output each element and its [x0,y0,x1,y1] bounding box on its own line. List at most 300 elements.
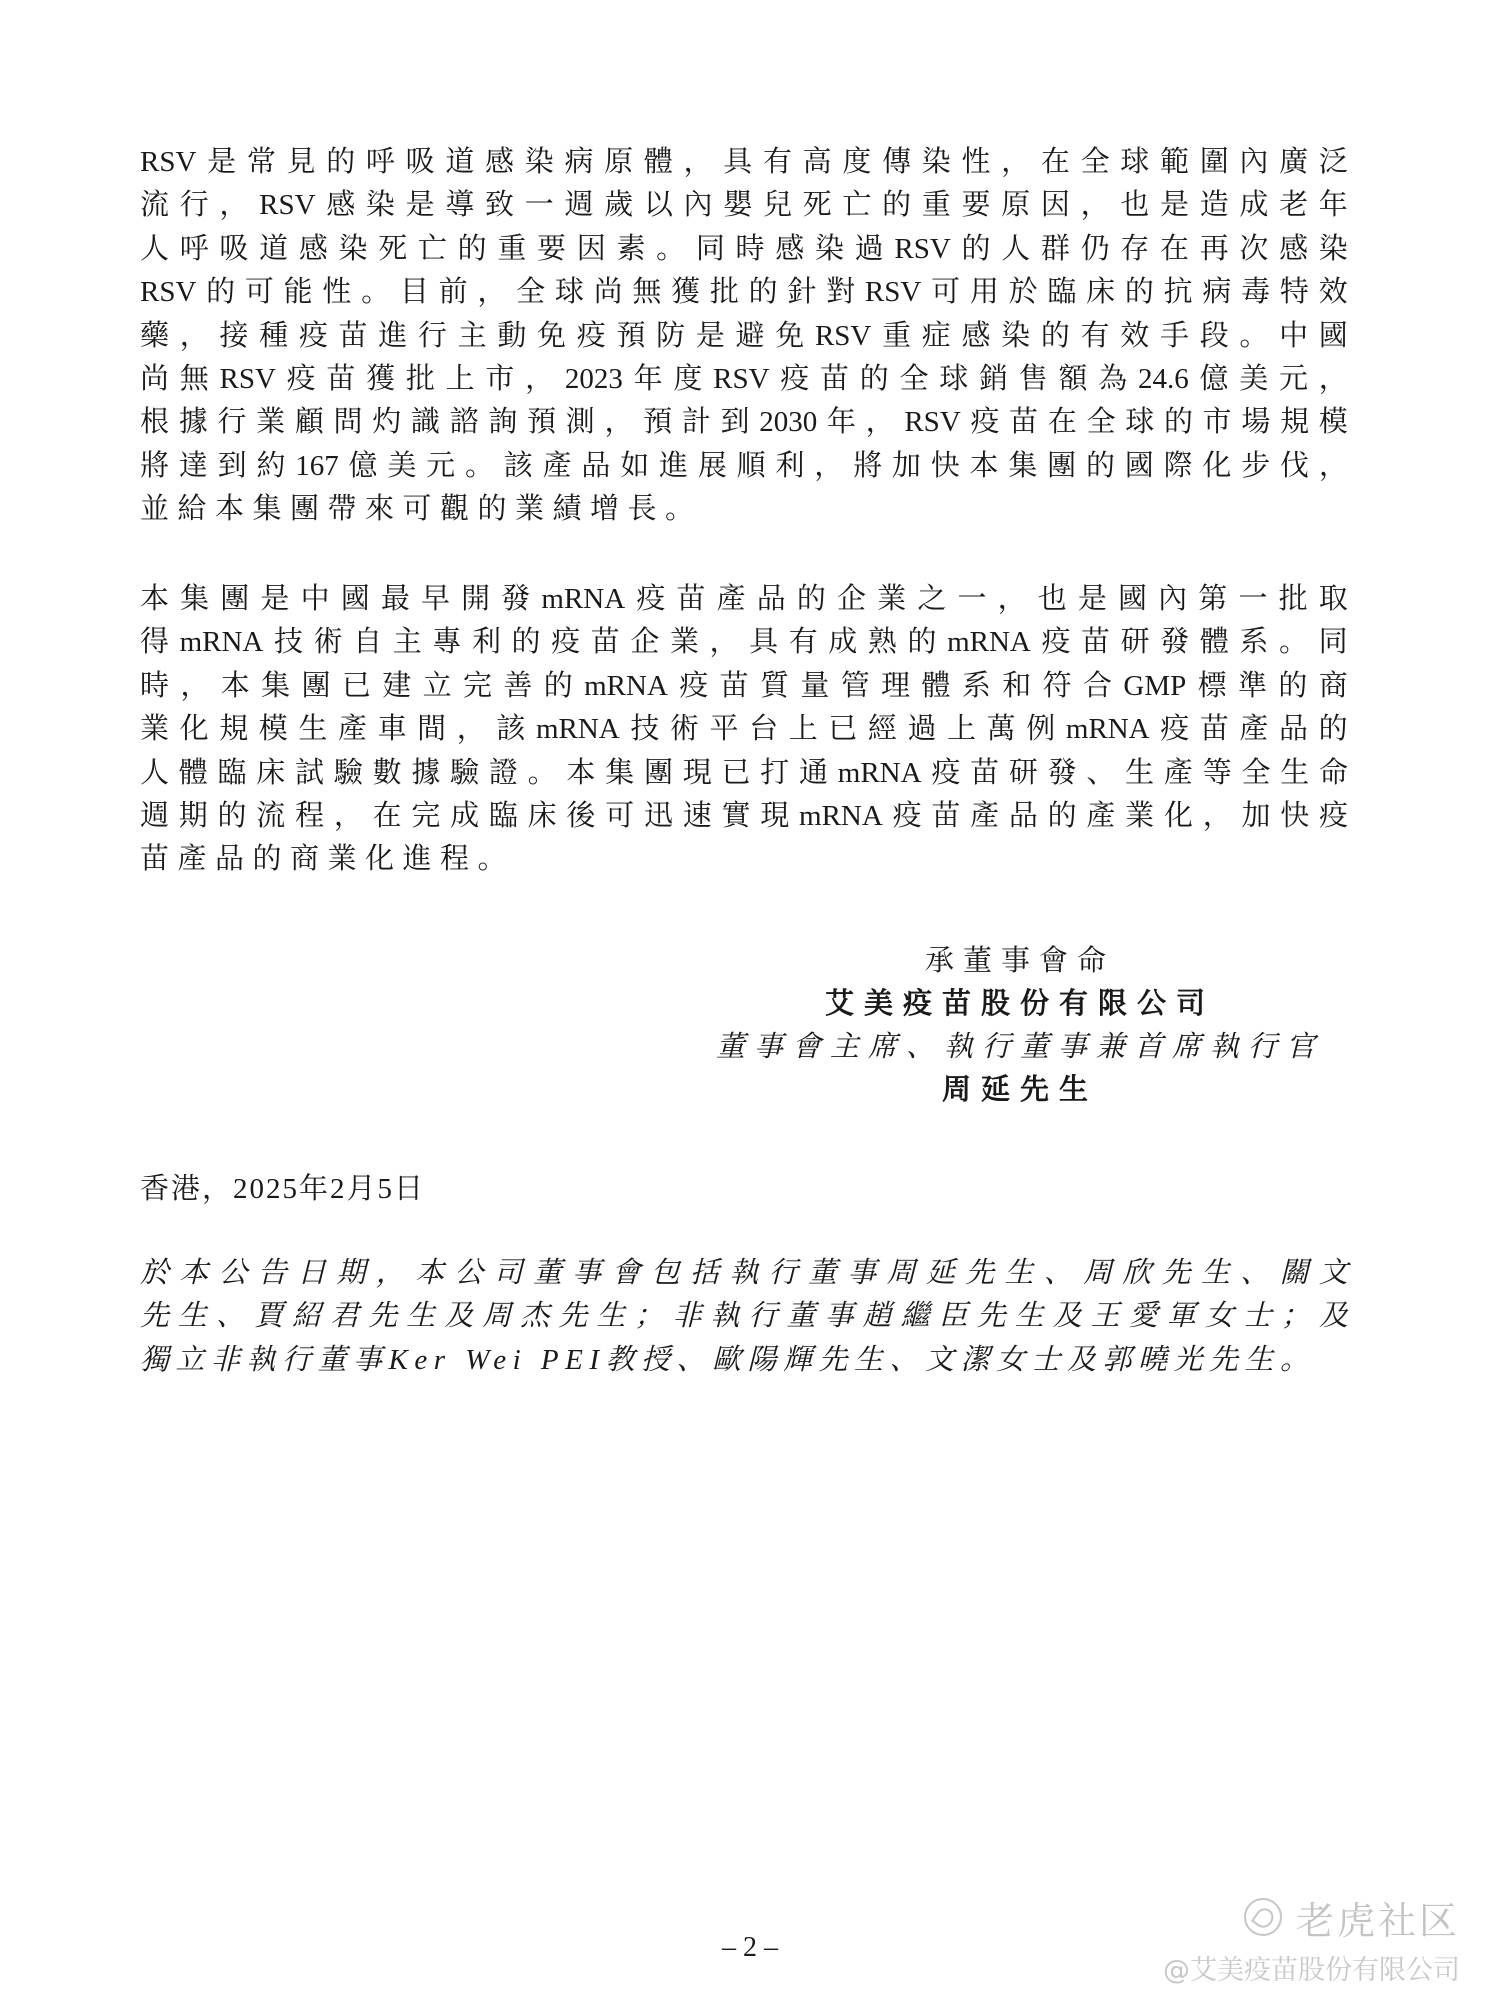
glyph: 有 [762,146,792,178]
glyph: 管 [840,669,870,702]
glyph: 的 [1124,276,1154,309]
tiger-community-logo-icon [1244,1898,1282,1936]
glyph: 場 [1241,406,1271,439]
glyph: 上 [445,362,475,395]
watermark [1160,1893,1460,1993]
glyph: 先 [368,1300,398,1333]
glyph: 第 [1198,583,1228,615]
glyph: 先 [965,1257,995,1289]
glyph: mRNA [535,713,620,746]
glyph: 疫 [636,583,666,615]
glyph: 仍 [1080,232,1110,265]
glyph: GMP [1123,669,1187,702]
glyph: 紹 [292,1300,322,1333]
glyph: 台 [749,713,779,746]
glyph: 利 [471,626,501,659]
paragraph-mrna-platform [140,578,1348,882]
glyph: 原 [604,146,634,178]
glyph: 症 [921,319,951,352]
glyph: 行 [417,319,447,352]
signature-title: 董事會主席、執行董事兼首席執行官 [715,1031,1324,1063]
glyph: 也 [1037,583,1067,615]
glyph: 自 [353,626,383,659]
glyph: 。 [464,449,494,482]
glyph: 同 [695,232,725,265]
glyph: 產 [1163,756,1193,789]
glyph: 全 [1241,756,1271,789]
glyph: 文 [1318,1257,1348,1289]
glyph: 量 [800,669,830,702]
glyph: 已 [828,713,858,746]
glyph: 及 [1052,1300,1082,1333]
glyph: 括 [690,1257,720,1289]
signature-block [700,940,1340,1112]
glyph: 167 [295,449,339,482]
glyph: 快 [1280,799,1310,832]
glyph: 時 [735,232,765,265]
glyph: 集 [180,583,210,615]
glyph: 在 [1159,232,1189,265]
glyph: 董 [786,1300,816,1333]
glyph: 要 [961,189,991,222]
glyph: 體 [643,146,673,178]
glyph: 業 [877,583,907,615]
glyph: 符 [1042,669,1072,702]
glyph: 苗 [590,626,620,659]
glyph: 苗 [1081,626,1111,659]
glyph: 和 [1002,669,1032,702]
glyph: 染 [338,232,368,265]
glyph: ； [1280,1300,1310,1333]
glyph: 疫 [679,669,709,702]
paragraph-line [140,795,1348,838]
glyph: 疫 [780,362,810,395]
paragraph-line [140,271,1348,314]
glyph: 質 [760,669,790,702]
paragraph-line [140,752,1348,795]
glyph: 準 [1238,669,1268,702]
glyph: 體 [1199,626,1229,659]
glyph: 批 [709,276,739,309]
glyph: 2030 [759,406,818,439]
glyph: 週 [140,799,170,832]
glyph: 約 [256,449,286,482]
glyph: 開 [461,583,491,615]
glyph: 集 [1008,449,1038,482]
glyph: 苗 [1199,713,1229,746]
glyph: 度 [842,146,872,178]
glyph: 群 [1040,232,1070,265]
glyph: 中 [300,583,330,615]
glyph: 週 [564,189,594,222]
glyph: 關 [1279,1257,1309,1289]
date-line: 香港，2025年2月5日 [140,1173,426,1205]
glyph: 王 [1090,1300,1120,1333]
glyph: 、 [1240,1257,1270,1289]
glyph: 集 [261,669,291,702]
glyph: 見 [286,146,316,178]
glyph: 會 [611,1257,641,1289]
glyph: 行 [748,1300,778,1333]
glyph: ， [477,276,507,309]
glyph: 系 [1239,626,1269,659]
glyph: 中 [1279,319,1309,352]
glyph: 後 [566,799,596,832]
glyph: 有 [1080,319,1110,352]
glyph: 品 [581,449,611,482]
glyph: 死 [378,232,408,265]
glyph: 染 [1001,319,1031,352]
glyph: 獲 [671,276,701,309]
glyph: 體 [921,669,951,702]
glyph: 產 [542,449,572,482]
glyph: 特 [1279,276,1309,309]
glyph: 疫 [286,362,316,395]
glyph: 生 [596,1300,626,1333]
glyph: 測 [565,406,595,439]
glyph: 老 [1279,189,1309,222]
glyph: 該 [496,713,526,746]
glyph: 針 [787,276,817,309]
glyph: 本 [566,756,596,789]
glyph: 行 [217,406,247,439]
glyph: 生 [178,1300,208,1333]
glyph: 本 [179,1257,209,1289]
glyph: 預 [643,406,673,439]
glyph: 的 [543,669,573,702]
glyph: ， [375,1257,405,1289]
glyph: 的 [1047,799,1077,832]
glyph: RSV [904,406,961,439]
glyph: 一 [524,189,554,222]
glyph: RSV [259,189,316,222]
glyph: 感 [326,189,356,222]
glyph: 團 [1047,449,1077,482]
glyph: 產 [716,583,746,615]
glyph: 詢 [488,406,518,439]
glyph: 、 [1086,756,1116,789]
glyph: 人 [140,232,170,265]
glyph: 事 [572,1257,602,1289]
paragraph-line [140,141,1348,184]
glyph: 研 [1120,626,1150,659]
glyph: 對 [826,276,856,309]
glyph: 灼 [372,406,402,439]
glyph: 流 [256,799,286,832]
glyph: 執 [729,1257,759,1289]
glyph: 過 [854,232,884,265]
glyph: 球 [1125,406,1155,439]
watermark-handle: @艾美疫苗股份有限公司 [1163,1955,1460,1986]
glyph: 疫 [576,319,606,352]
glyph: 染 [921,146,951,178]
glyph: 疫 [1041,626,1071,659]
glyph: 打 [760,756,790,789]
glyph: 的 [1085,449,1115,482]
glyph: 理 [881,669,911,702]
glyph: RSV [140,146,197,178]
glyph: 趙 [862,1300,892,1333]
glyph: mRNA [179,626,264,659]
glyph: 美 [1239,362,1269,395]
glyph: 床 [1086,276,1116,309]
glyph: 手 [1159,319,1189,352]
glyph: 熟 [867,626,897,659]
glyph: 術 [669,713,699,746]
glyph: 化 [1163,799,1193,832]
paragraph-line [140,621,1348,664]
glyph: 產 [1239,713,1269,746]
glyph: 苗 [338,319,368,352]
paragraph-line [140,401,1348,444]
glyph: 疫 [551,626,581,659]
glyph: 現 [760,799,790,832]
glyph: 性 [322,276,352,309]
glyph: 度 [673,362,703,395]
glyph: 通 [799,756,829,789]
glyph: 品 [1279,713,1309,746]
glyph: ， [219,189,249,222]
glyph: 產 [970,799,1000,832]
glyph: 素 [616,232,646,265]
glyph: 臣 [938,1300,968,1333]
glyph: 苗 [1009,406,1039,439]
glyph: 標 [1197,669,1227,702]
glyph: 呼 [365,146,395,178]
glyph: 周 [886,1257,916,1289]
glyph: 生 [1201,1257,1231,1289]
glyph: 業 [256,406,286,439]
glyph: 規 [1280,406,1310,439]
glyph: 批 [1278,583,1308,615]
glyph: mRNA [1065,713,1150,746]
glyph: 病 [1202,276,1232,309]
glyph: 人 [140,756,170,789]
glyph: 專 [432,626,462,659]
glyph: 非 [672,1300,702,1333]
glyph: 的 [748,276,778,309]
glyph: 傳 [882,146,912,178]
glyph: 再 [1199,232,1229,265]
glyph: 的 [1278,669,1308,702]
glyph: 日 [297,1257,327,1289]
paragraph-rsv-market [140,141,1348,532]
glyph: 本 [220,669,250,702]
glyph: 生 [1014,1300,1044,1333]
glyph: 尚 [140,362,170,395]
glyph: 疫 [298,319,328,352]
glyph: 要 [537,232,567,265]
glyph: 歲 [604,189,634,222]
glyph: 用 [969,276,999,309]
glyph: 。 [1239,319,1269,352]
glyph: 臨 [217,756,247,789]
glyph: 元 [426,449,456,482]
glyph: 性 [961,146,991,178]
glyph: 技 [630,713,660,746]
glyph: 化 [179,713,209,746]
glyph: 感 [775,232,805,265]
paragraph-line [140,228,1348,271]
glyph: 顧 [294,406,324,439]
glyph: 動 [497,319,527,352]
glyph: 如 [620,449,650,482]
signature-company: 艾美疫苗股份有限公司 [824,988,1215,1020]
glyph: 也 [1120,189,1150,222]
glyph: 生 [1004,1257,1034,1289]
glyph: 病 [564,146,594,178]
glyph: 是 [260,583,290,615]
glyph: 速 [682,799,712,832]
glyph: 在 [1047,406,1077,439]
glyph: 國 [1124,449,1154,482]
glyph: ， [997,583,1027,615]
glyph: 。 [656,232,686,265]
glyph: 吸 [219,232,249,265]
paragraph-line [140,445,1348,488]
glyph: 業 [140,713,170,746]
glyph: 伐 [1280,449,1310,482]
glyph: ， [333,799,363,832]
glyph: 該 [503,449,533,482]
glyph: 次 [1239,232,1269,265]
glyph: 於 [1008,276,1038,309]
paragraph-line [140,578,1348,621]
glyph: 企 [837,583,867,615]
glyph: 包 [650,1257,680,1289]
glyph: ， [683,146,713,178]
glyph: 先 [558,1300,588,1333]
glyph: 圍 [1199,146,1229,178]
paragraph-line [140,184,1348,227]
glyph: 執 [710,1300,740,1333]
glyph: 展 [697,449,727,482]
glyph: 2023 [564,362,623,395]
glyph: 尚 [593,276,623,309]
glyph: 期 [336,1257,366,1289]
glyph: 迅 [643,799,673,832]
glyph: RSV [894,232,951,265]
glyph: 目 [399,276,429,309]
glyph: 現 [682,756,712,789]
glyph: 全 [516,276,546,309]
glyph: RSV [864,276,922,309]
glyph: 原 [1001,189,1031,222]
glyph: 感 [1279,232,1309,265]
glyph: 全 [899,362,929,395]
glyph: 獲 [366,362,396,395]
glyph: 苗 [931,799,961,832]
glyph: 本 [415,1257,445,1289]
glyph: 球 [1120,146,1150,178]
glyph: 化 [1202,449,1232,482]
glyph: ， [1080,189,1110,222]
glyph: 效 [1120,319,1150,352]
glyph: 市 [1202,406,1232,439]
glyph: 問 [333,406,363,439]
glyph: 於 [140,1257,170,1289]
glyph: 嬰 [723,189,753,222]
glyph: 流 [140,189,170,222]
watermark-brand: 老虎社区 [1295,1898,1460,1943]
glyph: 平 [709,713,739,746]
glyph: 合 [1083,669,1113,702]
glyph: 亡 [842,189,872,222]
glyph: 年 [1318,189,1348,222]
glyph: 君 [330,1300,360,1333]
glyph: 及 [1318,1300,1348,1333]
glyph: 利 [775,449,805,482]
glyph: 銷 [979,362,1009,395]
glyph: 國 [1318,319,1348,352]
glyph: 試 [295,756,325,789]
glyph: 的 [961,232,991,265]
glyph: 防 [656,319,686,352]
glyph: 免 [537,319,567,352]
glyph: 實 [721,799,751,832]
glyph: 成 [1239,189,1269,222]
glyph: 導 [445,189,475,222]
notice-line: 獨立非執行董事Ker Wei PEI教授、歐陽輝先生、文潔女士及郭曉光先生。 [140,1343,1316,1376]
glyph: 到 [217,449,247,482]
glyph: 企 [630,626,660,659]
glyph: 數 [372,756,402,789]
glyph: 成 [828,626,858,659]
glyph: 及 [444,1300,474,1333]
glyph: 上 [788,713,818,746]
glyph: ； [634,1300,664,1333]
glyph: 市 [485,362,515,395]
glyph: mRNA [584,669,668,702]
glyph: 商 [1318,669,1348,702]
glyph: mRNA [947,626,1031,659]
paragraph-line [140,708,1348,751]
glyph: 完 [411,799,441,832]
glyph: 的 [217,799,247,832]
glyph: 在 [372,799,402,832]
glyph: ， [1318,362,1348,395]
glyph: 接 [219,319,249,352]
glyph: 避 [735,319,765,352]
signature-by-order: 承董事會命 [924,945,1115,977]
glyph: 種 [259,319,289,352]
glyph: 據 [178,406,208,439]
glyph: 在 [1040,146,1070,178]
glyph: 術 [313,626,343,659]
glyph: 的 [1318,713,1348,746]
glyph: 重 [882,319,912,352]
glyph: 以 [643,189,673,222]
glyph: 善 [503,669,533,702]
glyph: 模 [1318,406,1348,439]
glyph: 是 [405,189,435,222]
glyph: 已 [341,669,371,702]
glyph: 加 [891,449,921,482]
glyph: 內 [683,189,713,222]
glyph: 等 [1202,756,1232,789]
glyph: 具 [749,626,779,659]
glyph: 驗 [333,756,363,789]
glyph: 內 [1158,583,1188,615]
glyph: 能 [283,276,313,309]
glyph: 上 [947,713,977,746]
glyph: 。 [361,276,391,309]
glyph: 苗 [970,756,1000,789]
glyph: 得 [140,626,170,659]
glyph: 廣 [1279,146,1309,178]
glyph: ， [709,626,739,659]
glyph: 驗 [450,756,480,789]
